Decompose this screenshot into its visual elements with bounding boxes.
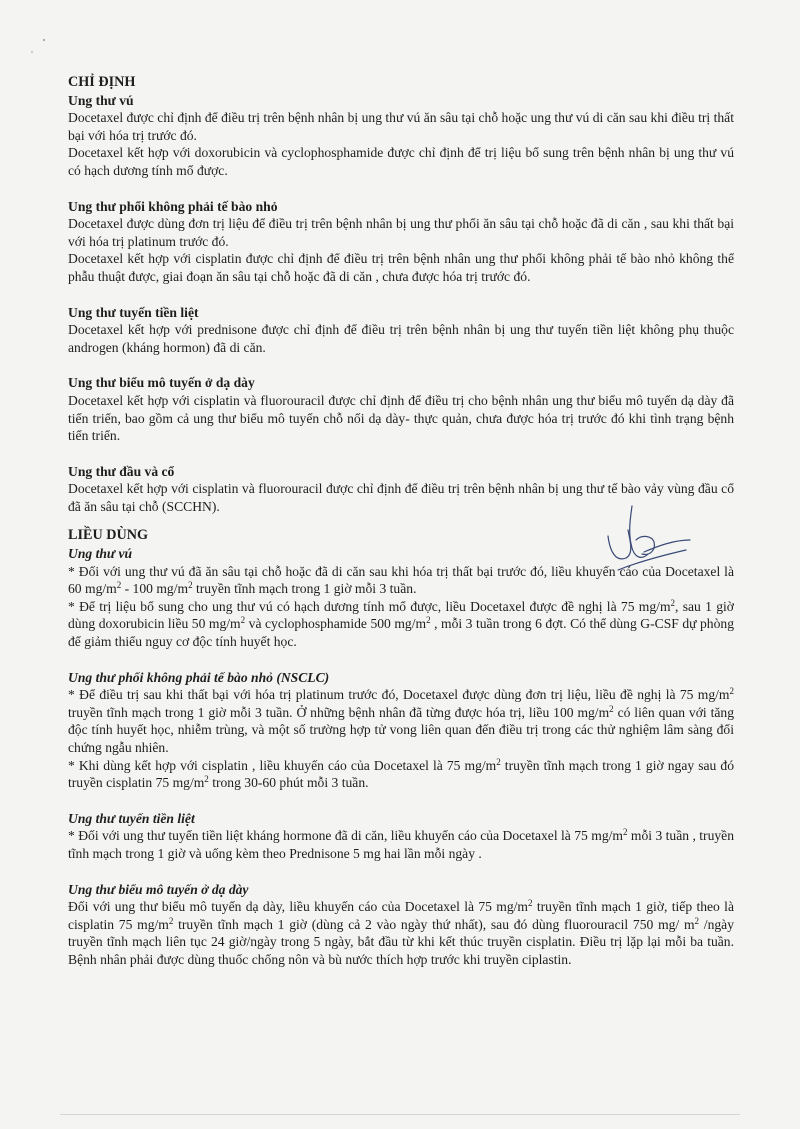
dosage-nsclc-bullet-1: * Để điều trị sau khi thất bại với hóa trị platinum trước đó, Docetaxel được dùng đơn trị liệu, liều đề nghị là 75 $mg/m^2$ truyền tĩnh mạch trong 1 giờ mỗi 3 tuần. Ở những bệnh nhân đã từng được hóa trị, liều 100 $mg/m^2$ có liên quan với tăng độc tính huyết học, nhiễm trùng, và một số trường hợp tử vong liên quan đến điều trị trong các thử nghiệm lâm sàng đối chứng ngẫu nhiên. xyxy=(68,686,734,755)
indication-breast-paragraph-2: Docetaxel kết hợp với doxorubicin và cyclophosphamide được chỉ định để trị liệu bổ sung trên bệnh nhân bị ung thư vú có hạch dương tính mổ được. xyxy=(68,145,734,178)
handwritten-signature xyxy=(598,500,694,580)
indication-headneck-paragraph-1: Docetaxel kết hợp với cisplatin và fluorouracil được chỉ định để điều trị trên bệnh nhân bị ung thư tế bào vảy vùng đầu cổ đã ăn sâu tại chỗ (SCCHN). xyxy=(68,481,734,514)
scan-speck-mark xyxy=(22,20,62,60)
indication-prostate-paragraph-1: Docetaxel kết hợp với prednisone được chỉ định để điều trị trên bệnh nhân bị ung thư tuyến tiền liệt không phụ thuộc androgen (kháng hormon) đã di căn. xyxy=(68,322,734,355)
dosage-breast-heading: Ung thư vú xyxy=(68,546,133,562)
dosage-prostate-heading: Ung thư tuyến tiền liệt xyxy=(68,810,195,826)
dosage-breast-bullet-2: * Để trị liệu bổ sung cho ung thư vú có hạch dương tính mổ được, liều Docetaxel được đề nghị là 75 $mg/m^2$, sau 1 giờ dùng doxorubicin liều 50 $mg/m^2$ và cyclophosphamide 500 $mg/m^2$ , mỗi 3 tuần trong 6 đợt. Có thể dùng G-CSF dự phòng để giảm thiểu nguy cơ độc tính huyết học. xyxy=(68,597,734,650)
indication-breast-paragraph-1: Docetaxel được chỉ định để điều trị trên bệnh nhân bị ung thư vú ăn sâu tại chỗ hoặc ung thư vú di căn sau khi điều trị thất bại với hóa trị trước đó. xyxy=(68,110,734,143)
dosage-breast-bullet-1: * Đối với ung thư vú đã ăn sâu tại chỗ hoặc đã di căn sau khi hóa trị thất bại trước đó, liều khuyến cáo của Docetaxel là 60 $mg/m^2 - 100$ $mg/m^2$ truyền tĩnh mạch trong 1 giờ mỗi 3 tuần. xyxy=(68,563,734,597)
indication-nsclc-paragraph-1: Docetaxel được dùng đơn trị liệu để điều trị trên bệnh nhân bị ung thư phổi ăn sâu tại chỗ hoặc đã di căn , sau khi thất bại với hóa trị platinum trước đó. xyxy=(68,216,734,249)
indication-nsclc-paragraph-2: Docetaxel kết hợp với cisplatin được chỉ định để điều trị trên bệnh nhân ung thư phổi không phải tế bào nhỏ không thể phẫu thuật được, giai đoạn ăn sâu tại chỗ hoặc đã di căn , chưa được hóa trị trước đó. xyxy=(68,251,734,284)
dosage-gastric-paragraph-1: Đối với ung thư biểu mô tuyến dạ dày, liều khuyến cáo của Docetaxel là 75 $mg/m^2$ truyền tĩnh mạch 1 giờ, tiếp theo là cisplatin 75 $mg/m^2$ truyền tĩnh mạch 1 giờ (dùng cả 2 vào ngày thứ nhất), sau đó dùng fluorouracil 750 mg/ $m^2$ /ngày truyền tĩnh mạch liên tục 24 giờ/ngày trong 5 ngày, bắt đầu từ khi kết thúc truyền cisplatin. Điều trị lặp lại mỗi ba tuần. Bệnh nhân phải được dùng thuốc chống nôn và bù nước thích hợp trước khi truyền ciplastin. xyxy=(68,898,734,967)
dosage-prostate-bullet-1: * Đối với ung thư tuyến tiền liệt kháng hormone đã di căn, liều khuyến cáo của Docetaxel là 75 $mg/m^2$ mỗi 3 tuần , truyền tĩnh mạch trong 1 giờ và uống kèm theo Prednisone 5 mg hai lần mỗi ngày . xyxy=(68,827,735,861)
indication-gastric-heading: Ung thư biểu mô tuyến ở dạ dày xyxy=(68,375,255,391)
indication-nsclc-heading: Ung thư phổi không phải tế bào nhỏ xyxy=(68,198,278,214)
dosage-nsclc-heading: Ung thư phổi không phải tế bào nhỏ (NSCLC) xyxy=(68,669,330,685)
indication-prostate-heading: Ung thư tuyến tiền liệt xyxy=(68,304,199,320)
dosage-nsclc-bullet-2: * Khi dùng kết hợp với cisplatin , liều khuyến cáo của Docetaxel là 75 $mg/m^2$ truyền tĩnh mạch trong 1 giờ ngay sau đó truyền cisplatin 75 $mg/m^2$ trong 30-60 phút mỗi 3 tuần. xyxy=(68,756,734,791)
dosage-gastric-heading: Ung thư biểu mô tuyến ở dạ dày xyxy=(68,881,249,897)
indication-breast-heading: Ung thư vú xyxy=(68,92,134,108)
dosage-title: LIỀU DÙNG xyxy=(68,527,149,544)
page-bottom-edge xyxy=(60,1114,740,1115)
indication-gastric-paragraph-1: Docetaxel kết hợp với cisplatin và fluorouracil được chỉ định để điều trị cho bệnh nhân ung thư biểu mô tuyến dạ dày đã tiến triển, bao gồm cả ung thư biểu mô tuyến chỗ nối dạ dày- thực quản, chưa được hóa trị trước đó khi tình trạng bệnh tiến triển. xyxy=(68,392,734,444)
indication-headneck-heading: Ung thư đầu và cổ xyxy=(68,463,175,479)
indications-title: CHỈ ĐỊNH xyxy=(68,74,136,90)
